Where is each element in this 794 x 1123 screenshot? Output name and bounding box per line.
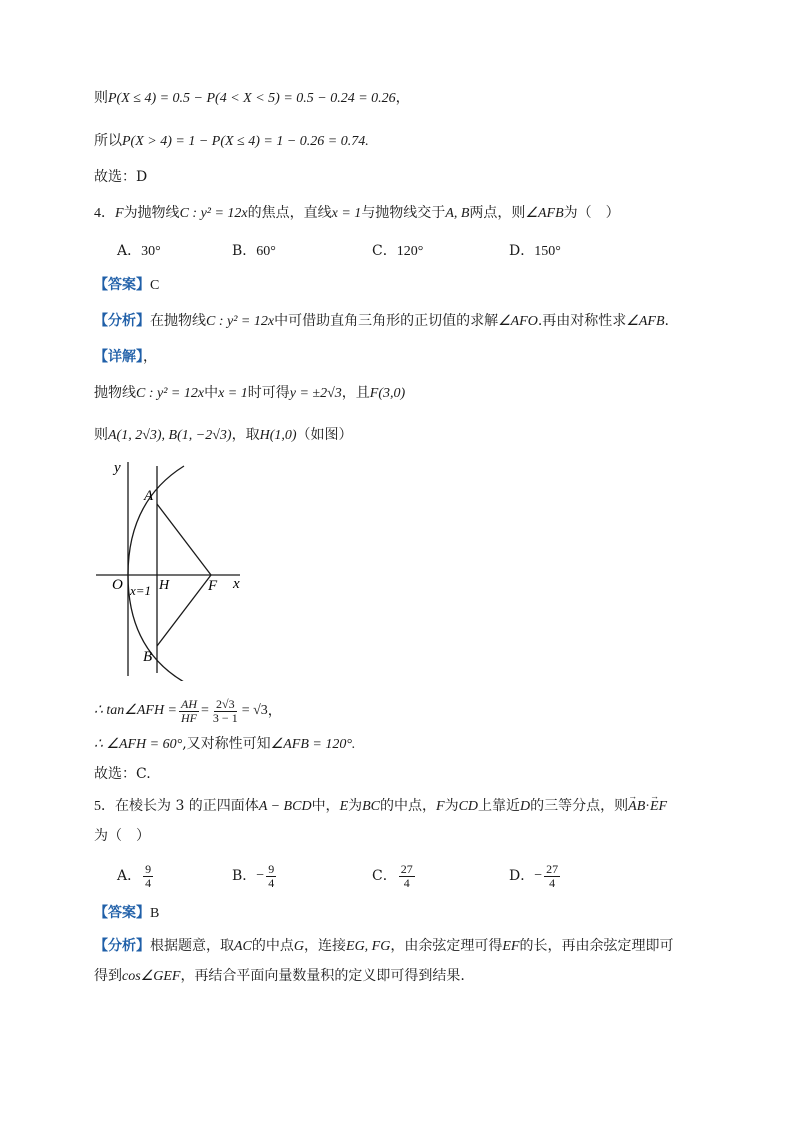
text: 为抛物线 [123,205,180,221]
choose-line-q3: 故选：D [94,169,148,185]
q5-option-d: D． − $\frac{27}{4}$ [509,861,559,890]
math: ∠AFB [525,206,564,221]
question-4-stem [94,203,620,224]
math: C : y² = 12x [179,206,248,221]
label-o: O [112,577,123,593]
math: F [115,206,124,221]
fraction-2root3: $\frac{2√3}{3 - 1}$ [212,696,238,725]
q4-detail-line-1: 抛物线C : y² = 12x中x = 1时可得y = ±2√3，且F(3,0) [94,385,406,401]
segment-af [157,504,211,575]
vector-ab: → AB [628,797,645,817]
analysis-tag: 【分析】 [94,313,150,329]
q5-option-b: B． − $\frac{9}{4}$ [232,861,275,890]
q4-detail-heading: 【详解】， [94,349,157,365]
math: x = 1 [331,206,362,221]
parabola-curve [128,466,184,681]
question-5-stem: 5．在棱长为 3 的正四面体A − BCD中，E为BC的中点，F为CD上靠近D的三等分点，则→ AB·→ EF [94,796,667,817]
label-x: x [233,576,240,592]
q4-option-d: D．150° [509,243,561,259]
text: 两点，则 [469,205,526,221]
math: P(X > 4) = 1 − P(X ≤ 4) = 1 − 0.26 = 0.74. [122,134,369,149]
text: ， [395,90,410,106]
label-y: y [114,460,121,476]
q4-option-a: A．30° [117,243,161,259]
math: A, B [445,206,470,221]
label-f: F [208,578,218,594]
label-b: B [143,649,153,665]
text: 则 [94,90,108,106]
answer-tag: 【答案】 [94,277,150,293]
q4-option-b: B．60° [232,243,276,259]
calc-line-2 [94,131,369,152]
q5-option-c: C． $\frac{27}{4}$ [372,861,413,890]
fraction-ah-hf: $\frac{AH}{HF}$ [181,696,198,725]
q4-analysis: 【分析】在抛物线C : y² = 12x中可借助直角三角形的正切值的求解∠AFO.再由对称性求∠AFB. [94,313,669,329]
q5-answer: 【答案】B [94,905,160,921]
calc-line-1 [94,88,410,109]
answer-value: C [150,278,160,293]
q4-detail-line-2: 则A(1, 2√3), B(1, −2√3)，取H(1,0)（如图） [94,427,353,443]
text: 为（ ） [563,205,620,221]
parabola-figure [94,456,264,681]
text: 所以 [94,133,122,149]
q5-analysis-1: 【分析】根据题意，取AC的中点G，连接EG, FG，由余弦定理可得EF的长，再由余弦定理即可 [94,938,674,954]
q4-angle-line: ∴ ∠AFH = 60°,又对称性可知∠AFB = 120°. [94,736,356,752]
q5-option-a: A． $\frac{9}{4}$ [117,861,152,890]
text: 与抛物线交于 [361,205,446,221]
detail-tag: 【详解】 [94,349,143,365]
question-5-stem-2: 为（ ） [94,828,150,844]
q4-option-c: C．120° [372,243,424,259]
text: 的焦点，直线 [247,205,332,221]
label-a: A [144,488,154,504]
label-x-equals-1: x=1 [130,583,152,598]
vector-ef: → EF [650,797,667,817]
question-number: 4． [94,206,115,221]
q4-choose: 故选：C. [94,766,151,782]
q5-analysis-2: 得到cos∠GEF，再结合平面向量数量积的定义即可得到结果. [94,968,465,984]
math: P(X ≤ 4) = 0.5 − P(4 < X < 5) = 0.5 − 0.24 = 0.26 [108,91,396,106]
q4-tan-equation: ∴ tan∠AFH = $\frac{AH}{HF}$ = $\frac{2√3}{3 - 1}$ = √3 ， [94,696,282,725]
q4-answer [94,275,159,296]
label-h: H [159,578,170,593]
